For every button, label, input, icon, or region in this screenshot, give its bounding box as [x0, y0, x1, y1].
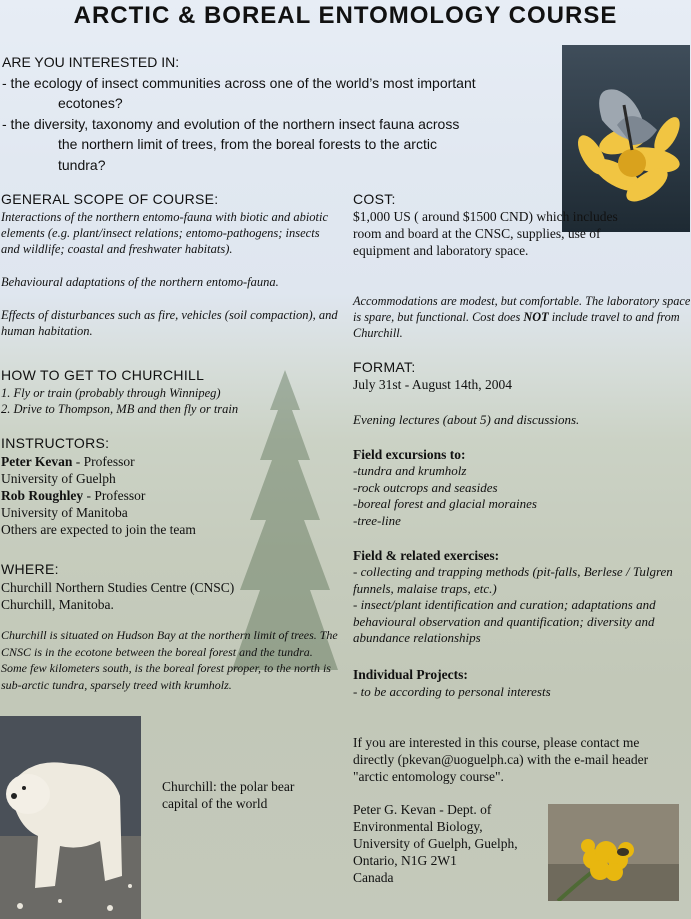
field-exercise-identification: - insect/plant identification and curation; adaptations and behavioural observation and quantification; diversity and abundance relationships	[353, 597, 656, 645]
where-body	[1, 579, 341, 693]
scope-paragraph-disturbances: Effects of disturbances such as fire, vehicles (soil compaction), and human habitation.	[1, 308, 338, 338]
cost-note-before: Accommodations are modest, but comfortable. The laboratory space is spare, but functional. Cost does	[353, 294, 691, 324]
instructor-kevan-university: University of Guelph	[1, 471, 116, 486]
contact-address-line: Canada	[353, 870, 394, 885]
intro-bullet-diversity-line1: - the diversity, taxonomy and evolution of the northern insect fauna across	[2, 115, 460, 132]
format-lectures: Evening lectures (about 5) and discussions.	[353, 412, 580, 427]
format-heading: FORMAT:	[353, 359, 416, 375]
instructors-list	[1, 453, 341, 538]
instructor-kevan-role: - Professor	[72, 454, 135, 469]
contact-address-line: University of Guelph, Guelph,	[353, 836, 518, 851]
scope-paragraph-behaviour: Behavioural adaptations of the northern entomo-fauna.	[1, 275, 279, 289]
field-exercise-collecting: - collecting and trapping methods (pit-falls, Berlese / Tulgren funnels, malaise traps, etc.)	[353, 564, 673, 596]
butterfly-flower-photo	[562, 45, 690, 232]
contact-address-line: Peter G. Kevan - Dept. of	[353, 802, 492, 817]
how-to-item-drive: 2. Drive to Thompson, MB and then fly or train	[1, 402, 239, 416]
intro-heading: ARE YOU INTERESTED IN:	[2, 54, 180, 70]
intro-bullet-diversity-line3: tundra?	[58, 156, 106, 173]
instructors-heading: INSTRUCTORS:	[1, 435, 110, 451]
instructor-roughley-name: Rob Roughley	[1, 488, 84, 503]
intro-bullet-diversity	[2, 114, 554, 176]
format-dates: July 31st - August 14th, 2004	[353, 377, 513, 392]
contact-address-line: Environmental Biology,	[353, 819, 483, 834]
instructor-kevan	[1, 453, 341, 470]
cost-text: $1,000 US ( around $1500 CND) which includes room and board at the CNSC, supplies, use of equipment and laboratory space.	[353, 209, 618, 258]
field-excursion-item: -tree-line	[353, 512, 401, 528]
how-to-list	[1, 385, 341, 417]
field-exercises-heading: Field & related exercises:	[353, 548, 500, 563]
cost-heading: COST:	[353, 191, 396, 207]
projects-item: - to be according to personal interests	[353, 684, 551, 699]
field-excursion-item: -tundra and krumholz	[353, 463, 467, 478]
instructor-roughley	[1, 487, 341, 504]
instructor-roughley-role: - Professor	[83, 488, 146, 503]
where-centre: Churchill Northern Studies Centre (CNSC)	[1, 580, 235, 595]
polar-bear-photo	[0, 716, 141, 919]
intro-section	[2, 52, 554, 175]
contact-address-line: Ontario, N1G 2W1	[353, 853, 457, 868]
instructor-kevan-name: Peter Kevan	[1, 454, 73, 469]
scope-paragraph-interactions: Interactions of the northern entomo-fauna with biotic and abiotic elements (e.g. plant/insect relations; entomo-pathogens; insects and wildlife; coastal and freshwater habitats).	[1, 210, 329, 256]
scope-heading: GENERAL SCOPE OF COURSE:	[1, 191, 219, 207]
cost-note-not: NOT	[523, 310, 549, 324]
intro-bullet-ecology-line2: ecotones?	[58, 95, 123, 111]
intro-bullet-ecology-line1: - the ecology of insect communities across one of the world’s most important	[2, 74, 476, 91]
yellow-flower-photo	[548, 804, 679, 901]
polar-bear-caption: Churchill: the polar bear capital of the world	[162, 779, 295, 811]
intro-bullet-diversity-line2: the northern limit of trees, from the boreal forests to the arctic	[58, 136, 437, 152]
contact-text: If you are interested in this course, please contact me directly (pkevan@uoguelph.ca) with the e-mail header "arctic entomology course".	[353, 735, 649, 784]
instructors-others: Others are expected to join the team	[1, 522, 196, 537]
intro-bullet-ecology	[2, 73, 554, 114]
scope-body	[1, 209, 341, 339]
field-excursions-list	[353, 463, 683, 529]
how-to-heading: HOW TO GET TO CHURCHILL	[1, 367, 205, 383]
how-to-item-fly: 1. Fly or train (probably through Winnipeg)	[1, 386, 221, 400]
field-excursions-heading: Field excursions to:	[353, 447, 466, 462]
field-excursion-item: -boreal forest and glacial moraines	[353, 496, 537, 511]
field-excursion-item: -rock outcrops and seasides	[353, 479, 498, 495]
field-exercises-list	[353, 564, 691, 647]
contact-address	[353, 801, 543, 886]
cost-note-after: include travel to and from Churchill.	[353, 310, 680, 340]
instructor-roughley-university: University of Manitoba	[1, 505, 128, 520]
where-description: Churchill is situated on Hudson Bay at the northern limit of trees. The CNSC is in the ecotone between the boreal forest and the tundra. Some few kilometers south, is the boreal forest proper, to the north is sub-arctic tundra, sparsely treed with krumholz.	[1, 628, 338, 692]
where-heading: WHERE:	[1, 561, 59, 577]
page-title: ARCTIC & BOREAL ENTOMOLOGY COURSE	[73, 2, 618, 29]
where-town: Churchill, Manitoba.	[1, 597, 114, 612]
projects-heading: Individual Projects:	[353, 667, 468, 682]
cost-note	[353, 293, 691, 341]
